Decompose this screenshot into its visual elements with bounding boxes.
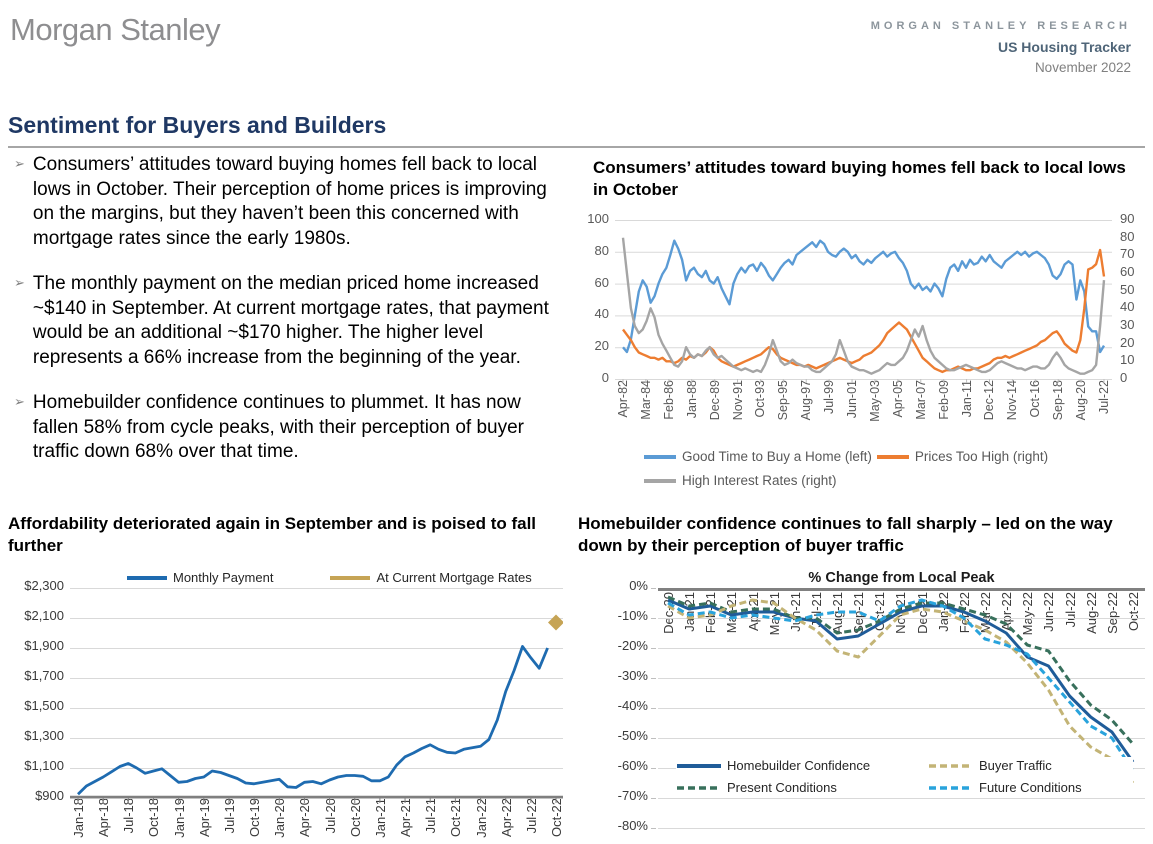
- axis-tick-label: Aug-22: [1083, 592, 1099, 634]
- publication-date: November 2022: [1034, 60, 1131, 75]
- legend-swatch: [643, 453, 677, 461]
- axis-tick-label: 40: [1120, 299, 1135, 315]
- legend-label: Future Conditions: [979, 780, 1082, 795]
- axis-tick-label: Feb-21: [703, 592, 719, 634]
- axis-tick-label: Apr-19: [196, 798, 212, 838]
- arrow-bullet-icon: ➢: [14, 395, 25, 410]
- axis-tick-label: May-21: [766, 592, 782, 636]
- axis-tick-label: Apr-22: [498, 798, 514, 838]
- axis-tick-label: $1,700: [24, 668, 64, 683]
- axis-tick-label: Apr-21: [398, 798, 414, 838]
- legend-swatch: [643, 477, 677, 485]
- present-conditions-line: [668, 597, 1133, 744]
- axis-tick-label: Jul-22: [523, 798, 539, 834]
- axis-tick-label: Sep-21: [851, 592, 867, 634]
- legend-swatch: [928, 784, 974, 792]
- axis-tick-label: Jun-21: [787, 592, 803, 632]
- bullet-text: The monthly payment on the median priced home increased ~$140 in September. At current mortgage rates, that payment would be an additional ~$170 higher. The higher level represents a 66% increase from the beginning of the year.: [32, 273, 549, 368]
- axis-tick-label: 0: [1120, 370, 1128, 386]
- axis-tick-label: Jan-18: [71, 798, 86, 838]
- axis-tick-label: Jun-01: [845, 380, 860, 419]
- axis-tick-label: Oct-22: [1125, 592, 1141, 632]
- axis-tick-label: Jan-88: [684, 380, 699, 419]
- axis-tick-label: 80: [1120, 228, 1135, 244]
- legend-label: Present Conditions: [727, 780, 837, 795]
- chart-homebuilder-confidence: [578, 513, 1153, 844]
- y-axis-tick-mark: [651, 798, 656, 799]
- page-title: Sentiment for Buyers and Builders: [8, 112, 387, 138]
- axis-tick-label: Apr-20: [297, 798, 313, 838]
- legend-label: Homebuilder Confidence: [727, 758, 871, 773]
- morgan-stanley-logo: Morgan Stanley: [10, 12, 221, 47]
- axis-tick-label: 0%: [629, 578, 648, 593]
- axis-tick-label: Feb-09: [936, 380, 951, 420]
- axis-tick-label: Jan-20: [272, 798, 288, 838]
- axis-tick-label: 20: [594, 338, 609, 354]
- chart-title: Consumers’ attitudes toward buying homes fell back to local lows in October: [593, 158, 1126, 199]
- axis-tick-label: Mar-22: [978, 592, 994, 634]
- legend-label: At Current Mortgage Rates: [376, 570, 532, 585]
- axis-tick-label: 40: [594, 306, 609, 322]
- axis-tick-label: $2,100: [24, 608, 64, 623]
- legend-swatch: [126, 574, 168, 582]
- axis-tick-label: Jun-22: [1041, 592, 1057, 632]
- axis-tick-label: Mar-21: [724, 592, 740, 634]
- plot-title: % Change from Local Peak: [808, 570, 995, 586]
- axis-tick-label: Oct-21: [872, 592, 888, 632]
- axis-tick-label: Feb-22: [956, 592, 972, 634]
- axis-tick-label: Jan-19: [171, 798, 187, 838]
- y-axis-tick-mark: [651, 588, 656, 589]
- axis-tick-label: Sep-22: [1104, 592, 1120, 634]
- axis-tick-label: Jan-21: [372, 798, 388, 838]
- axis-tick-label: Nov-14: [1005, 380, 1020, 421]
- good-time-to-buy-a-home-left-line: [623, 241, 1104, 352]
- legend-item-high-interest-rates-right: [643, 472, 841, 489]
- legend-item-future-conditions: [928, 779, 1133, 796]
- axis-tick-label: $1,500: [24, 698, 64, 713]
- axis-tick-label: 100: [587, 211, 609, 226]
- bullet-item: [14, 153, 570, 251]
- axis-tick-label: Aug-97: [799, 380, 814, 421]
- axis-tick-label: -50%: [617, 728, 648, 743]
- axis-tick-label: Oct-19: [247, 798, 263, 838]
- monthly-payment-line: [78, 647, 548, 795]
- axis-tick-label: Jul-22: [1062, 592, 1078, 628]
- axis-tick-label: Nov-91: [730, 380, 745, 421]
- axis-tick-label: 30: [1120, 317, 1135, 333]
- axis-tick-label: Apr-21: [745, 592, 761, 632]
- high-interest-rates-right-line: [623, 238, 1104, 374]
- axis-tick-label: Sep-95: [776, 380, 791, 421]
- y-axis-tick-mark: [651, 828, 656, 829]
- axis-tick-label: -60%: [617, 758, 648, 773]
- axis-tick-label: 90: [1120, 211, 1135, 226]
- axis-tick-label: Nov-21: [893, 592, 909, 634]
- axis-tick-label: 20: [1120, 334, 1135, 350]
- axis-tick-label: Oct-18: [146, 798, 162, 838]
- homebuilder-confidence-line: [668, 600, 1133, 762]
- axis-tick-label: May-03: [867, 380, 882, 422]
- y-axis-tick-mark: [651, 768, 656, 769]
- axis-tick-label: Jan-22: [473, 798, 489, 838]
- header-meta: [871, 20, 1131, 75]
- axis-tick-label: -30%: [617, 668, 648, 683]
- chart-title: Affordability deteriorated again in September and is poised to fall further: [8, 514, 537, 555]
- axis-tick-label: -10%: [617, 608, 648, 623]
- axis-tick-label: 60: [1120, 264, 1135, 279]
- publication-title: US Housing Tracker: [997, 39, 1131, 55]
- axis-tick-label: 50: [1120, 281, 1135, 297]
- chart-canvas: [615, 220, 1112, 387]
- axis-tick-label: Jul-18: [121, 798, 137, 834]
- axis-tick-label: Dec-20: [661, 592, 676, 634]
- axis-tick-label: $1,100: [24, 758, 64, 773]
- axis-tick-label: Jan-11: [959, 380, 974, 418]
- legend-item-good-time-to-buy-a-home-left: [643, 448, 876, 465]
- diamond-marker: [548, 615, 563, 631]
- axis-tick-label: Jan-22: [935, 592, 951, 632]
- axis-tick-label: $900: [35, 788, 64, 803]
- axis-tick-label: $1,900: [24, 638, 64, 653]
- axis-tick-label: 70: [1120, 246, 1135, 262]
- bullet-item: [14, 391, 570, 465]
- y-axis-tick-mark: [651, 618, 656, 619]
- axis-tick-label: Oct-20: [347, 798, 363, 838]
- legend-swatch: [876, 453, 910, 461]
- axis-tick-label: -80%: [617, 818, 648, 833]
- axis-tick-label: Dec-21: [914, 592, 930, 634]
- bullet-item: [14, 272, 570, 370]
- bullet-text: Homebuilder confidence continues to plummet. It has now fallen 58% from cycle peaks, with their perception of buyer traffic down 68% over that time.: [32, 392, 524, 462]
- chart-canvas: [70, 588, 563, 806]
- axis-tick-label: 80: [594, 242, 609, 258]
- legend-label: Prices Too High (right): [914, 449, 1049, 464]
- axis-tick-label: -70%: [617, 788, 648, 803]
- y-axis-tick-mark: [651, 708, 656, 709]
- axis-tick-label: Oct-22: [549, 798, 565, 838]
- legend-item-prices-too-high-right: [876, 448, 1052, 465]
- axis-tick-label: -20%: [617, 638, 648, 653]
- axis-tick-label: 10: [1120, 352, 1135, 368]
- axis-tick-label: Jan-21: [682, 592, 698, 632]
- legend-item-present-conditions: [676, 779, 928, 796]
- legend-label: Monthly Payment: [173, 570, 274, 585]
- axis-tick-label: Jul-21: [808, 592, 824, 628]
- axis-tick-label: Apr-22: [999, 592, 1015, 632]
- legend-swatch: [928, 762, 974, 770]
- axis-tick-label: Sep-18: [1051, 380, 1066, 421]
- legend-item-homebuilder-confidence: [676, 757, 928, 774]
- axis-tick-label: $1,300: [24, 728, 64, 743]
- axis-tick-label: Aug-21: [830, 592, 846, 634]
- y-axis-tick-mark: [651, 738, 656, 739]
- chart-consumer-attitudes: [587, 157, 1149, 503]
- axis-tick-label: Oct-16: [1028, 380, 1043, 418]
- legend-swatch: [329, 574, 371, 582]
- title-divider: [8, 146, 1145, 148]
- axis-tick-label: Aug-20: [1074, 380, 1089, 421]
- arrow-bullet-icon: ➢: [14, 157, 25, 172]
- chart-affordability: [8, 513, 580, 844]
- legend-label: Good Time to Buy a Home (left): [682, 449, 872, 464]
- research-label: MORGAN STANLEY RESEARCH: [870, 20, 1131, 32]
- bullet-text: Consumers’ attitudes toward buying homes fell back to local lows in October. Their perception of home prices is improving on the margins, but they haven’t been this concerned with mortgage rates since the early 1980s.: [32, 154, 547, 249]
- axis-tick-label: Oct-93: [753, 380, 768, 418]
- legend-label: High Interest Rates (right): [682, 473, 837, 488]
- y-axis-tick-mark: [651, 678, 656, 679]
- axis-tick-label: May-22: [1020, 592, 1036, 636]
- axis-tick-label: Feb-86: [661, 380, 676, 420]
- bullet-list: [14, 153, 570, 486]
- legend-swatch: [676, 762, 722, 770]
- legend-item-monthly-payment: [126, 569, 277, 586]
- legend-swatch: [676, 784, 722, 792]
- axis-tick-label: Dec-12: [982, 380, 997, 421]
- axis-tick-label: $2,300: [24, 578, 64, 593]
- axis-tick-label: Jul-99: [822, 380, 837, 415]
- axis-tick-label: Jul-21: [423, 798, 439, 834]
- axis-tick-label: Mar-84: [638, 380, 653, 420]
- axis-tick-label: Jul-22: [1097, 380, 1111, 415]
- axis-tick-label: 60: [594, 274, 609, 290]
- consumer-attitudes-plot: [615, 220, 1112, 387]
- legend-label: Buyer Traffic: [979, 758, 1052, 773]
- buyer-traffic-line: [668, 600, 1133, 783]
- axis-tick-label: Oct-21: [448, 798, 464, 838]
- affordability-plot: [70, 588, 563, 805]
- axis-tick-label: Apr-82: [616, 380, 630, 418]
- axis-tick-label: Jul-20: [322, 798, 338, 834]
- axis-tick-label: 0: [601, 370, 609, 385]
- axis-tick-label: -40%: [617, 698, 648, 713]
- y-axis-tick-mark: [651, 648, 656, 649]
- legend-item-at-current-mortgage-rates: [329, 569, 535, 586]
- axis-tick-label: Apr-18: [96, 798, 112, 838]
- legend-item-buyer-traffic: [928, 757, 1133, 774]
- axis-tick-label: Apr-05: [890, 380, 905, 418]
- axis-tick-label: Dec-89: [707, 380, 722, 421]
- arrow-bullet-icon: ➢: [14, 276, 25, 291]
- chart-legend: [676, 757, 1133, 796]
- axis-tick-label: Mar-07: [913, 380, 928, 420]
- chart-legend: [126, 569, 536, 586]
- chart-title: Homebuilder confidence continues to fall sharply – led on the way down by their perception of buyer traffic: [578, 514, 1113, 555]
- chart-legend: [643, 448, 1125, 489]
- axis-tick-label: Jul-19: [221, 798, 237, 834]
